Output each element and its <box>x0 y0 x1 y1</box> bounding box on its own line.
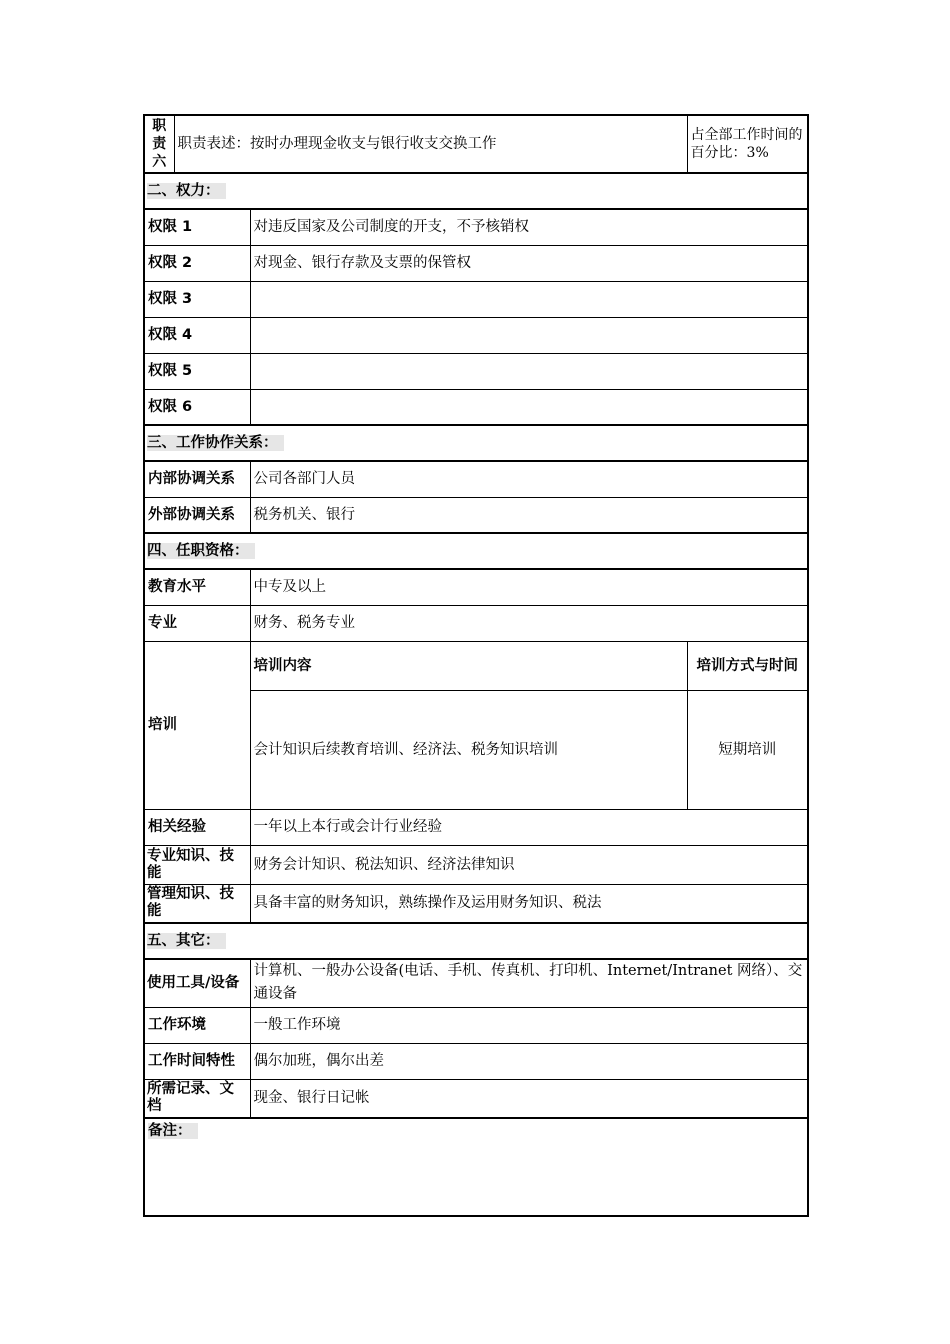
env-label: 工作环境 <box>144 1007 250 1043</box>
authority-row <box>144 281 808 317</box>
internal-value: 公司各部门人员 <box>250 461 808 497</box>
records-value: 现金、银行日记帐 <box>250 1079 808 1118</box>
other-section <box>144 923 808 959</box>
major-label: 专业 <box>144 605 250 641</box>
mgmt-value: 具备丰富的财务知识，熟练操作及运用财务知识、税法 <box>250 884 808 923</box>
work-time-label: 工作时间特性 <box>144 1043 250 1079</box>
tools-row <box>144 959 808 1007</box>
authority-row <box>144 389 808 425</box>
tools-value: 计算机、一般办公设备(电话、手机、传真机、打印机、Internet/Intranet 网络）、交通设备 <box>250 959 808 1007</box>
duty-description: 职责表述：按时办理现金收支与银行收支交换工作 <box>174 115 687 173</box>
education-value: 中专及以上 <box>250 569 808 605</box>
authority-label: 权限 4 <box>144 317 250 353</box>
authority-label: 权限 3 <box>144 281 250 317</box>
authority-label: 权限 5 <box>144 353 250 389</box>
env-value: 一般工作环境 <box>250 1007 808 1043</box>
education-label: 教育水平 <box>144 569 250 605</box>
duty-time-share: 占全部工作时间的百分比：3% <box>687 115 808 173</box>
external-row <box>144 497 808 533</box>
authority-row <box>144 353 808 389</box>
env-row <box>144 1007 808 1043</box>
duty-row <box>144 115 808 173</box>
records-label: 所需记录、文档 <box>144 1079 250 1118</box>
authority-value: 对违反国家及公司制度的开支，不予核销权 <box>250 209 808 245</box>
duty-label: 职责六 <box>144 115 174 173</box>
training-label: 培训 <box>144 641 250 809</box>
authority-value <box>250 353 808 389</box>
qualification-heading: 四、任职资格： <box>147 543 255 559</box>
internal-label: 内部协调关系 <box>144 461 250 497</box>
authority-heading: 二、权力： <box>147 183 226 199</box>
training-content-header: 培训内容 <box>250 641 687 690</box>
major-value: 财务、税务专业 <box>250 605 808 641</box>
authority-row <box>144 245 808 281</box>
skills-value: 财务会计知识、税法知识、经济法律知识 <box>250 845 808 884</box>
experience-value: 一年以上本行或会计行业经验 <box>250 809 808 845</box>
work-time-row <box>144 1043 808 1079</box>
collaboration-heading: 三、工作协作关系： <box>147 435 284 451</box>
other-heading: 五、其它： <box>147 933 226 949</box>
collaboration-section <box>144 425 808 461</box>
training-content: 会计知识后续教育培训、经济法、税务知识培训 <box>250 690 687 809</box>
mgmt-row <box>144 884 808 923</box>
authority-row <box>144 317 808 353</box>
remarks-label: 备注： <box>148 1123 198 1139</box>
experience-label: 相关经验 <box>144 809 250 845</box>
authority-value: 对现金、银行存款及支票的保管权 <box>250 245 808 281</box>
remarks-row <box>144 1118 808 1216</box>
skills-label: 专业知识、技能 <box>144 845 250 884</box>
duty-six-table <box>143 114 809 1217</box>
work-time-value: 偶尔加班，偶尔出差 <box>250 1043 808 1079</box>
education-row <box>144 569 808 605</box>
internal-row <box>144 461 808 497</box>
authority-value <box>250 281 808 317</box>
authority-row <box>144 209 808 245</box>
experience-row <box>144 809 808 845</box>
external-value: 税务机关、银行 <box>250 497 808 533</box>
job-description-form <box>143 114 807 1217</box>
training-method: 短期培训 <box>687 690 808 809</box>
qualification-section <box>144 533 808 569</box>
external-label: 外部协调关系 <box>144 497 250 533</box>
skills-row <box>144 845 808 884</box>
tools-label: 使用工具/设备 <box>144 959 250 1007</box>
training-header-row <box>144 641 808 690</box>
authority-label: 权限 1 <box>144 209 250 245</box>
authority-label: 权限 6 <box>144 389 250 425</box>
mgmt-label: 管理知识、技能 <box>144 884 250 923</box>
records-row <box>144 1079 808 1118</box>
major-row <box>144 605 808 641</box>
authority-value <box>250 317 808 353</box>
authority-section <box>144 173 808 209</box>
authority-label: 权限 2 <box>144 245 250 281</box>
training-method-header: 培训方式与时间 <box>687 641 808 690</box>
authority-value <box>250 389 808 425</box>
